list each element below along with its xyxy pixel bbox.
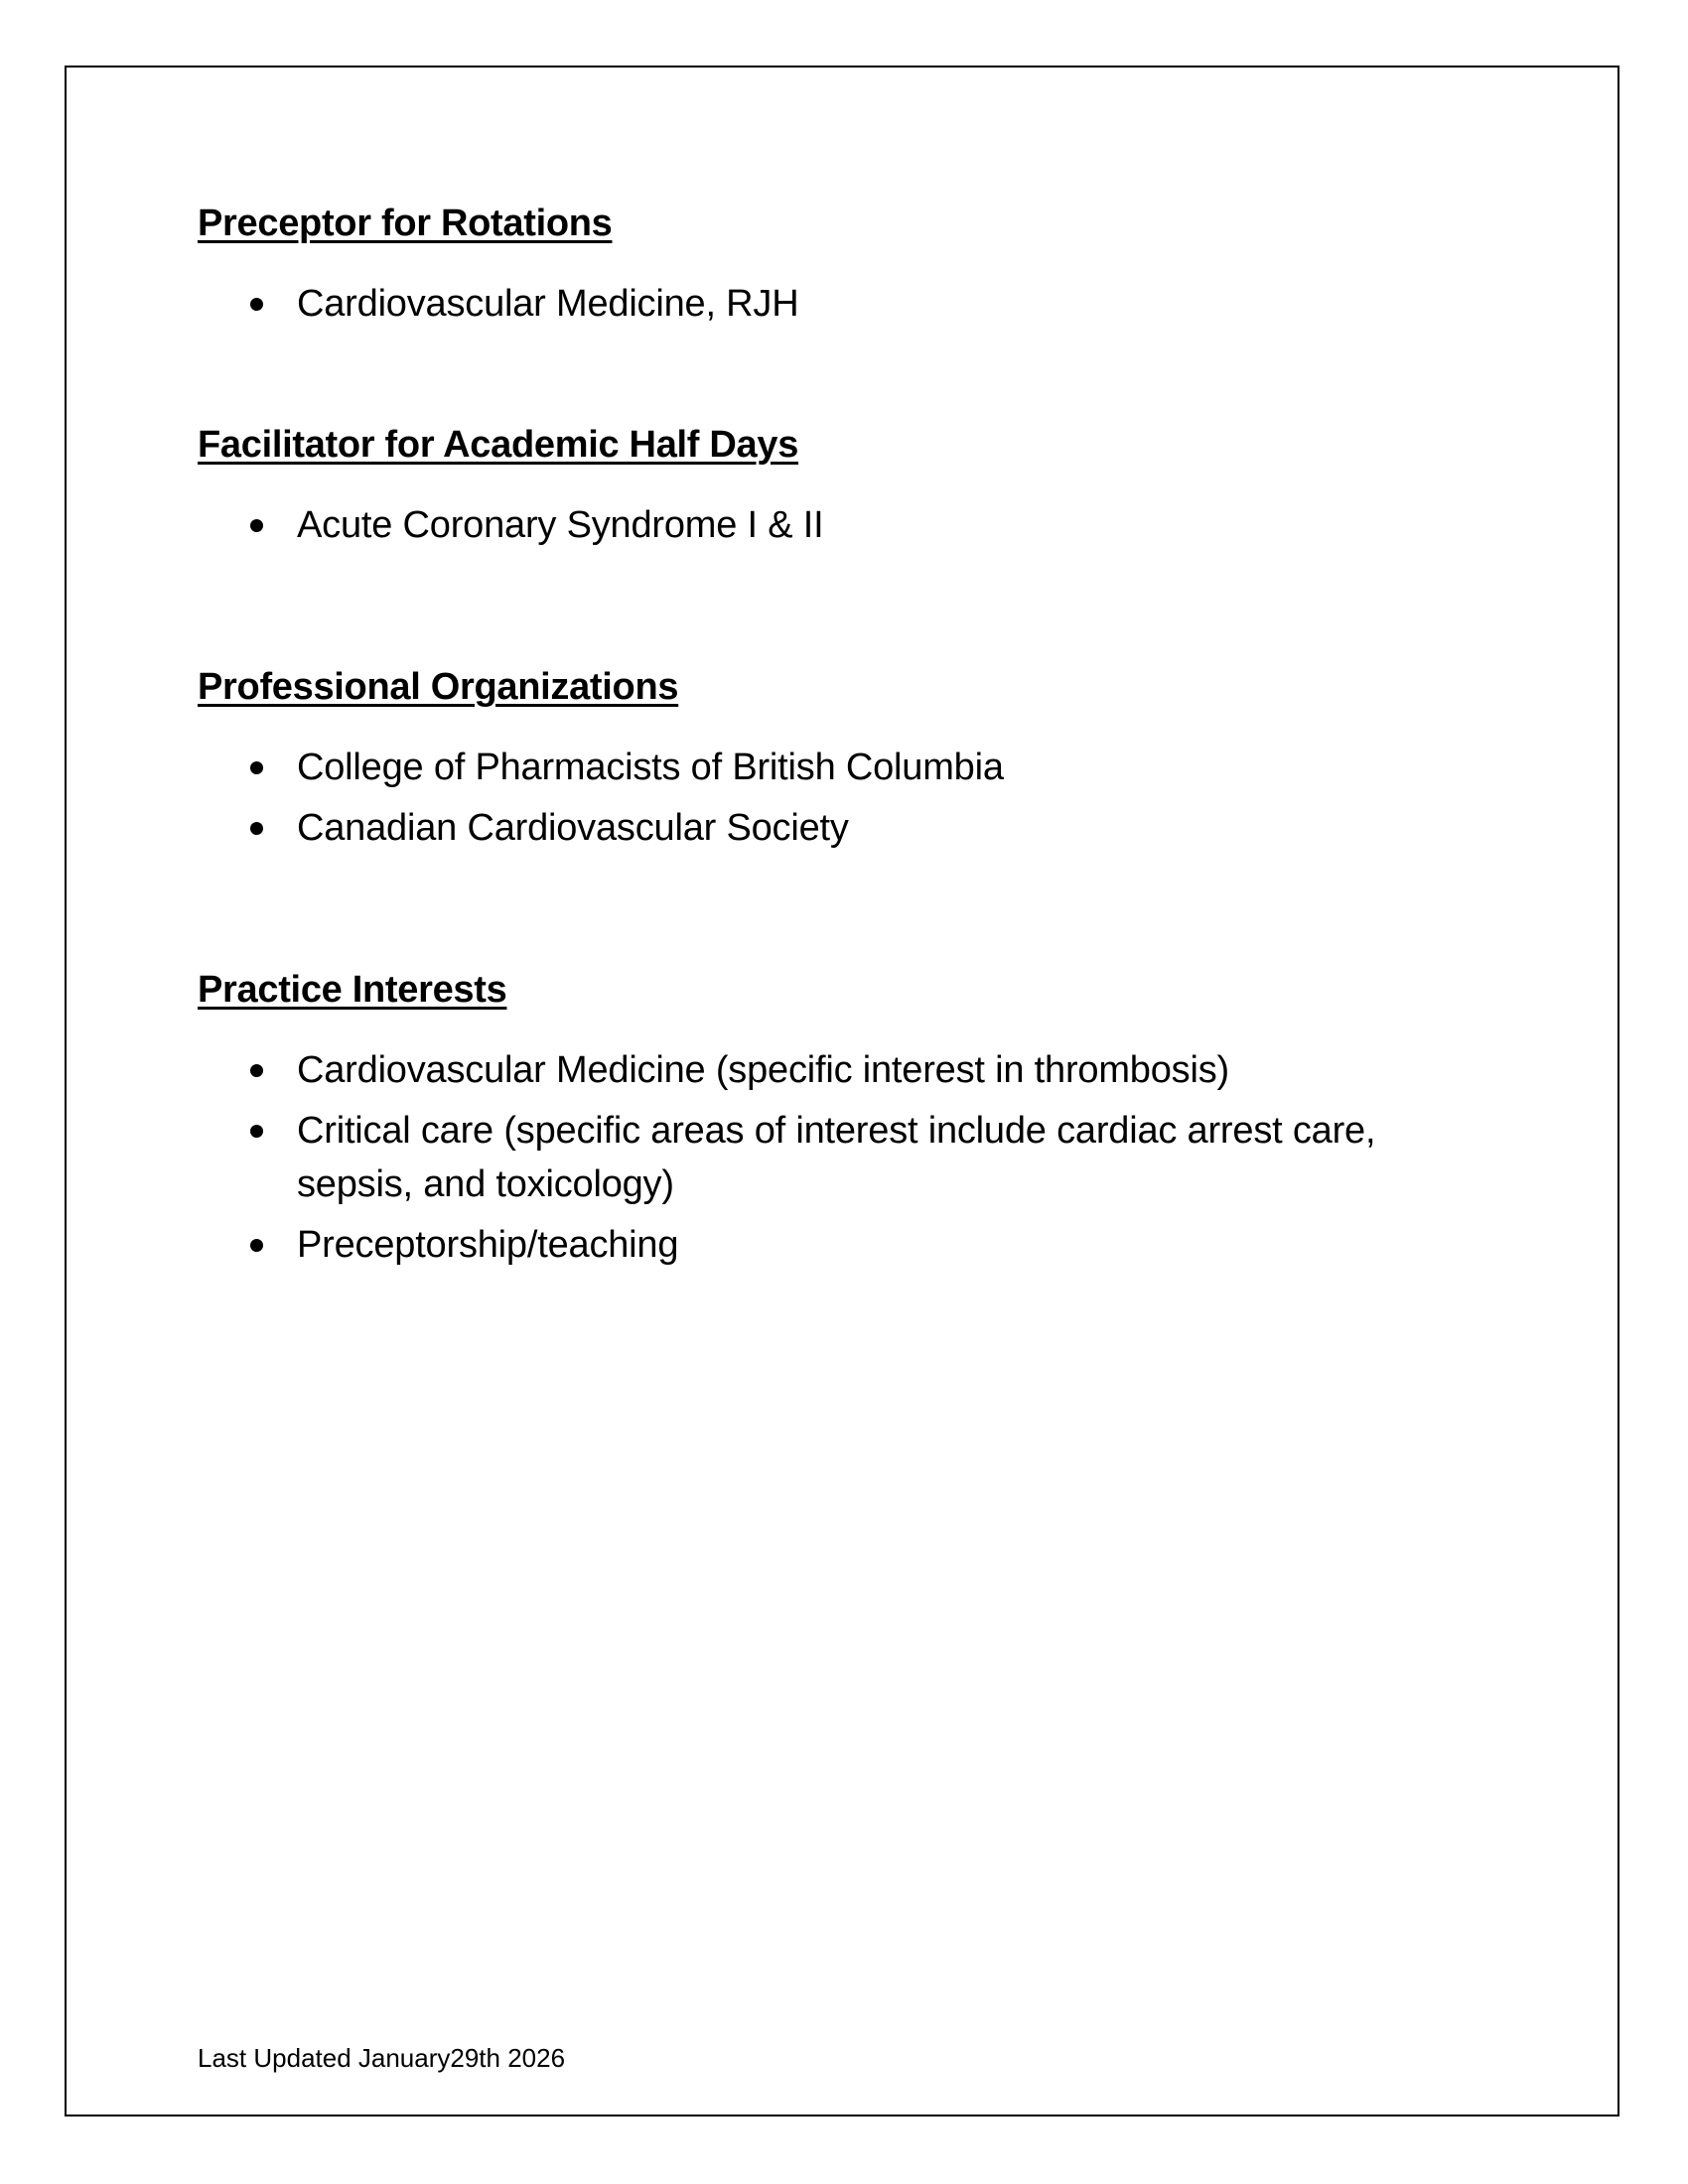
list-item	[198, 741, 1488, 794]
list-item-text: Cardiovascular Medicine, RJH	[297, 282, 799, 325]
bullet-list	[198, 741, 1488, 855]
bullet-icon	[250, 519, 263, 532]
list-item-text: College of Pharmacists of British Columbia	[297, 746, 1004, 788]
bullet-icon	[250, 1064, 263, 1077]
bullet-list	[198, 1043, 1488, 1272]
list-item-text: Preceptorship/teaching	[297, 1223, 679, 1266]
bullet-icon	[250, 1125, 263, 1138]
section-practice-interests	[198, 968, 1488, 1279]
list-item-text: Acute Coronary Syndrome I & II	[297, 503, 824, 546]
list-item-text: Critical care (specific areas of interest include cardiac arrest care, sepsis, and toxicology)	[297, 1109, 1376, 1205]
section-heading: Preceptor for Rotations	[198, 203, 613, 244]
last-updated-note: Last Updated January29th 2026	[198, 2043, 566, 2073]
bullet-icon	[250, 761, 263, 774]
list-item	[198, 1043, 1488, 1097]
bullet-icon	[250, 1239, 263, 1252]
list-item	[198, 498, 1488, 552]
list-item	[198, 1104, 1488, 1211]
section-professional-organizations	[198, 665, 1488, 862]
bullet-list	[198, 498, 1488, 552]
list-item	[198, 277, 1488, 331]
list-item	[198, 1218, 1488, 1272]
section-heading: Facilitator for Academic Half Days	[198, 424, 799, 466]
bullet-list	[198, 277, 1488, 331]
section-preceptor-for-rotations	[198, 202, 1488, 338]
bullet-icon	[250, 298, 263, 311]
list-item	[198, 801, 1488, 855]
list-item-text: Cardiovascular Medicine (specific interest in thrombosis)	[297, 1048, 1229, 1091]
section-heading: Practice Interests	[198, 969, 507, 1011]
section-heading: Professional Organizations	[198, 666, 679, 708]
bullet-icon	[250, 822, 263, 835]
list-item-text: Canadian Cardiovascular Society	[297, 806, 849, 849]
section-facilitator-academic-half-days	[198, 423, 1488, 559]
